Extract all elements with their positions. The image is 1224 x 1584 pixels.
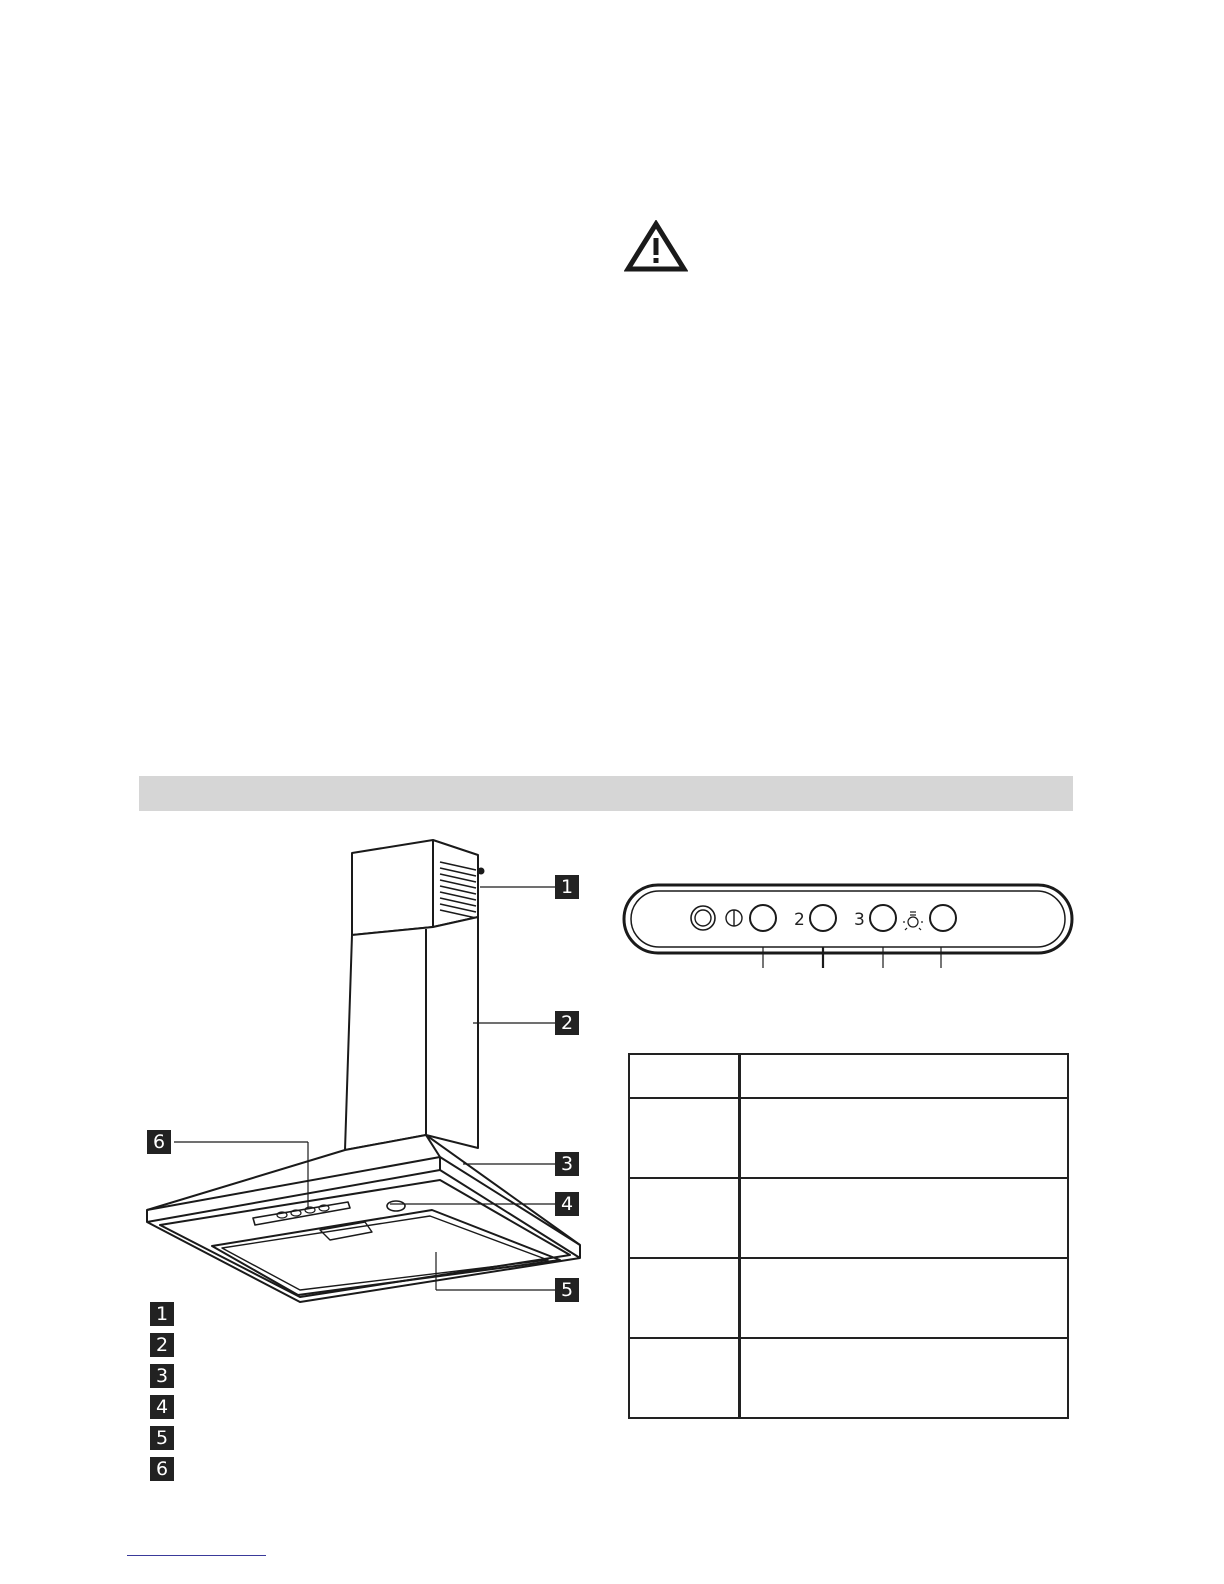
warning-triangle-icon — [624, 220, 688, 274]
table-header-row — [629, 1054, 1068, 1098]
speed-2-label: 2 — [794, 910, 805, 930]
button-power-speed-1[interactable] — [750, 905, 776, 931]
button-speed-2[interactable] — [810, 905, 836, 931]
legend-badge-3: 3 — [150, 1364, 174, 1388]
callout-badge-4: 4 — [555, 1192, 579, 1216]
legend-badge-2: 2 — [150, 1333, 174, 1357]
legend-badge-5: 5 — [150, 1426, 174, 1450]
table-row — [629, 1338, 1068, 1418]
callout-badge-1: 1 — [555, 875, 579, 899]
table-cell — [740, 1098, 1069, 1178]
button-speed-3[interactable] — [870, 905, 896, 931]
legend-badge-4: 4 — [150, 1395, 174, 1419]
controls-table — [628, 1053, 1069, 1419]
section-header-bar — [139, 776, 1073, 811]
legend-badge-6: 6 — [150, 1457, 174, 1481]
table-cell — [629, 1338, 740, 1418]
table-cell — [629, 1178, 740, 1258]
table-row — [629, 1258, 1068, 1338]
table-cell — [629, 1098, 740, 1178]
footer-link-underline[interactable] — [127, 1555, 266, 1556]
callout-badge-5: 5 — [555, 1278, 579, 1302]
callout-badge-2: 2 — [555, 1011, 579, 1035]
button-light[interactable] — [930, 905, 956, 931]
control-panel-diagram — [620, 880, 1080, 972]
table-cell — [629, 1054, 740, 1098]
table-cell — [629, 1258, 740, 1338]
speed-3-label: 3 — [854, 910, 865, 930]
callout-badge-6: 6 — [147, 1130, 171, 1154]
table-cell — [740, 1054, 1069, 1098]
indicator-led — [691, 906, 715, 930]
table-cell — [740, 1338, 1069, 1418]
callout-badge-3: 3 — [555, 1152, 579, 1176]
table-row — [629, 1178, 1068, 1258]
light-bulb-icon — [903, 912, 923, 930]
legend-badge-1: 1 — [150, 1302, 174, 1326]
leader-lines — [140, 835, 600, 1315]
table-cell — [740, 1178, 1069, 1258]
power-icon — [726, 910, 742, 926]
table-row — [629, 1098, 1068, 1178]
table-cell — [740, 1258, 1069, 1338]
